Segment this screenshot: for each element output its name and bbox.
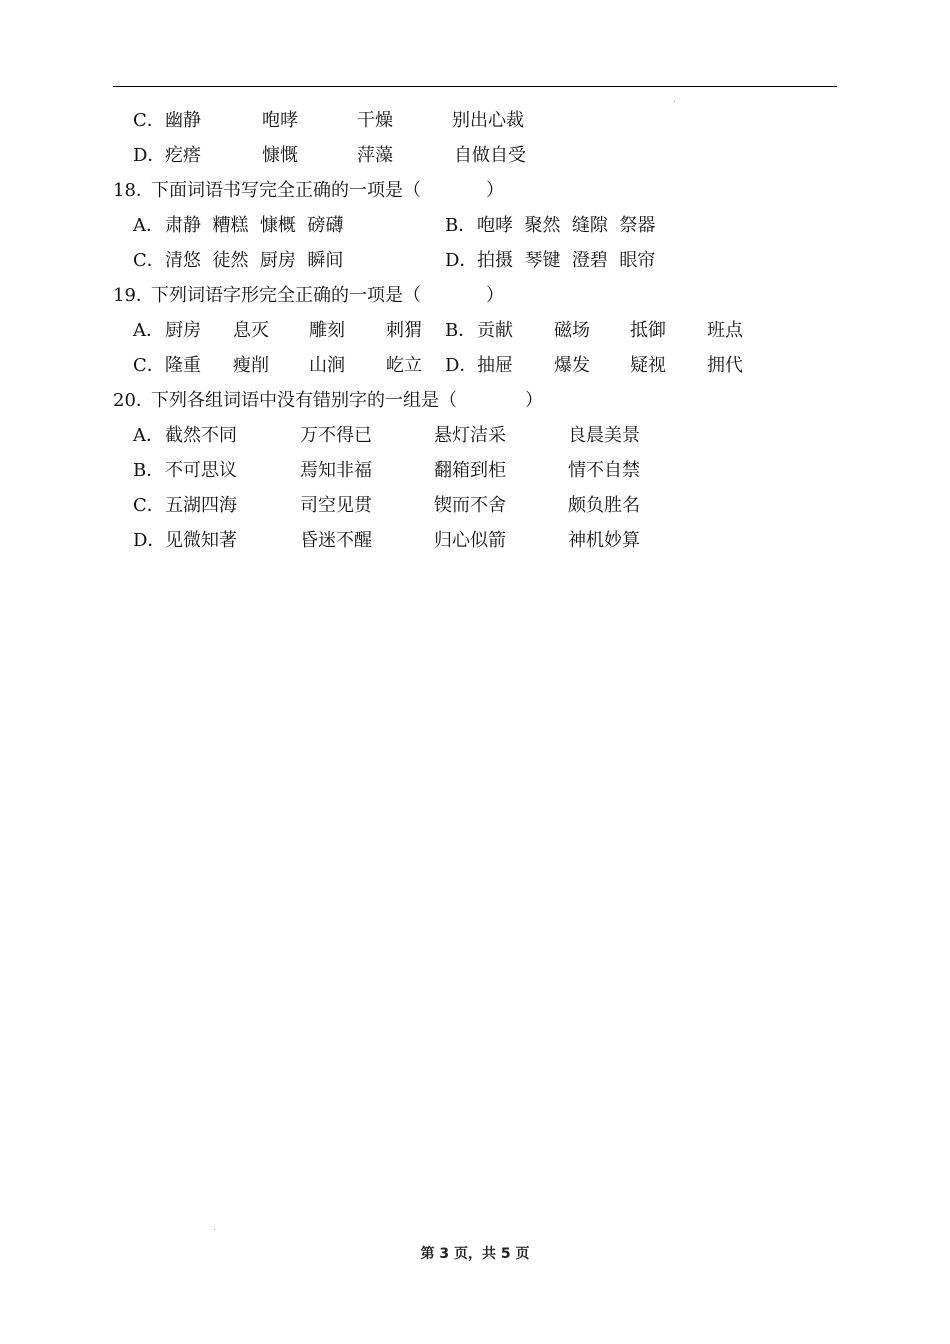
option-word: 自做自受 (454, 145, 526, 166)
option-row-C[interactable] (133, 248, 433, 274)
answer-blank-close: ） (525, 390, 543, 411)
option-word: 抽屉 (477, 355, 513, 376)
option-word: 锲而不舍 (434, 495, 506, 516)
question-text: 下列各组词语中没有错别字的一组是（ (151, 390, 457, 411)
option-row-C[interactable] (133, 353, 443, 379)
question-18-stem (113, 178, 533, 204)
option-word: 颇负胜名 (568, 495, 640, 516)
answer-blank-close: ） (486, 285, 504, 306)
option-letter: B． (445, 215, 477, 236)
option-letter: D． (445, 250, 478, 271)
option-word: 山涧 (309, 355, 345, 376)
option-word: 五湖四海 (165, 495, 237, 516)
option-word: 息灭 (233, 320, 269, 341)
option-word: 隆重 (165, 355, 201, 376)
question-text: 下面词语书写完全正确的一项是（ (151, 180, 421, 201)
option-row-A[interactable] (133, 423, 653, 449)
option-word: 司空见贯 (300, 495, 372, 516)
option-word: 厨房 (165, 320, 201, 341)
option-word: 爆发 (554, 355, 590, 376)
option-letter: C． (133, 250, 165, 271)
question-number: 20． (113, 390, 154, 411)
option-row-B[interactable] (133, 458, 653, 484)
option-word: 截然不同 (165, 425, 237, 446)
option-row-A[interactable] (133, 318, 443, 344)
answer-blank-close: ） (486, 180, 504, 201)
option-letter: C． (133, 495, 165, 516)
option-word: 磁场 (554, 320, 590, 341)
option-letter: A． (133, 215, 164, 236)
option-row-B[interactable] (445, 318, 755, 344)
option-row-D[interactable] (445, 248, 745, 274)
option-word: 良晨美景 (568, 425, 640, 446)
option-letter: D． (445, 355, 478, 376)
option-word: 神机妙算 (568, 530, 640, 551)
option-word: 刺猬 (386, 320, 422, 341)
question-number: 18． (113, 180, 154, 201)
option-word: 焉知非福 (300, 460, 372, 481)
question-number: 19． (113, 285, 154, 306)
option-row-C[interactable] (133, 493, 653, 519)
option-word: 归心似箭 (434, 530, 506, 551)
question-text: 下列词语字形完全正确的一项是（ (151, 285, 421, 306)
option-text: 肃静 糟糕 慷概 磅礴 (165, 215, 344, 236)
option-word: 拥代 (707, 355, 743, 376)
option-word: 昏迷不醒 (300, 530, 372, 551)
question-19-stem (113, 283, 533, 309)
option-word: 疑视 (630, 355, 666, 376)
question-20-stem (113, 388, 553, 414)
option-word: 屹立 (386, 355, 422, 376)
option-row-D[interactable] (133, 143, 593, 169)
option-word: 悬灯洁采 (434, 425, 506, 446)
option-letter: D． (133, 530, 166, 551)
option-word: 疙瘩 (165, 145, 201, 166)
option-word: 不可思议 (165, 460, 237, 481)
option-letter: B． (133, 460, 165, 481)
scan-dot (214, 1229, 215, 1230)
page-number-footer: 第 3 页，共 5 页 (420, 1246, 530, 1262)
option-word: 万不得已 (300, 425, 372, 446)
option-row-B[interactable] (445, 213, 745, 239)
option-word: 干燥 (357, 110, 393, 131)
option-word: 抵御 (630, 320, 666, 341)
option-word: 班点 (707, 320, 743, 341)
option-letter: A． (133, 320, 164, 341)
option-letter: D． (133, 145, 166, 166)
option-letter: C． (133, 355, 165, 376)
option-row-D[interactable] (133, 528, 653, 554)
option-word: 幽静 (165, 110, 201, 131)
option-word: 瘦削 (233, 355, 269, 376)
scan-dot (674, 101, 675, 102)
option-word: 咆哮 (262, 110, 298, 131)
option-text: 咆哮 聚然 缝隙 祭器 (477, 215, 656, 236)
option-text: 拍摄 琴键 澄碧 眼帘 (477, 250, 656, 271)
option-row-A[interactable] (133, 213, 433, 239)
option-word: 贡献 (477, 320, 513, 341)
option-word: 见微知著 (165, 530, 237, 551)
option-row-D[interactable] (445, 353, 755, 379)
option-word: 慷慨 (262, 145, 298, 166)
option-word: 雕刻 (309, 320, 345, 341)
option-word: 萍藻 (357, 145, 393, 166)
option-letter: C． (133, 110, 165, 131)
option-row-C[interactable] (133, 108, 593, 134)
option-word: 翻箱到柜 (434, 460, 506, 481)
option-word: 情不自禁 (568, 460, 640, 481)
header-rule (113, 86, 837, 87)
option-letter: B． (445, 320, 477, 341)
option-word: 别出心裁 (452, 110, 524, 131)
option-letter: A． (133, 425, 164, 446)
option-text: 清悠 徒然 厨房 瞬间 (165, 250, 344, 271)
